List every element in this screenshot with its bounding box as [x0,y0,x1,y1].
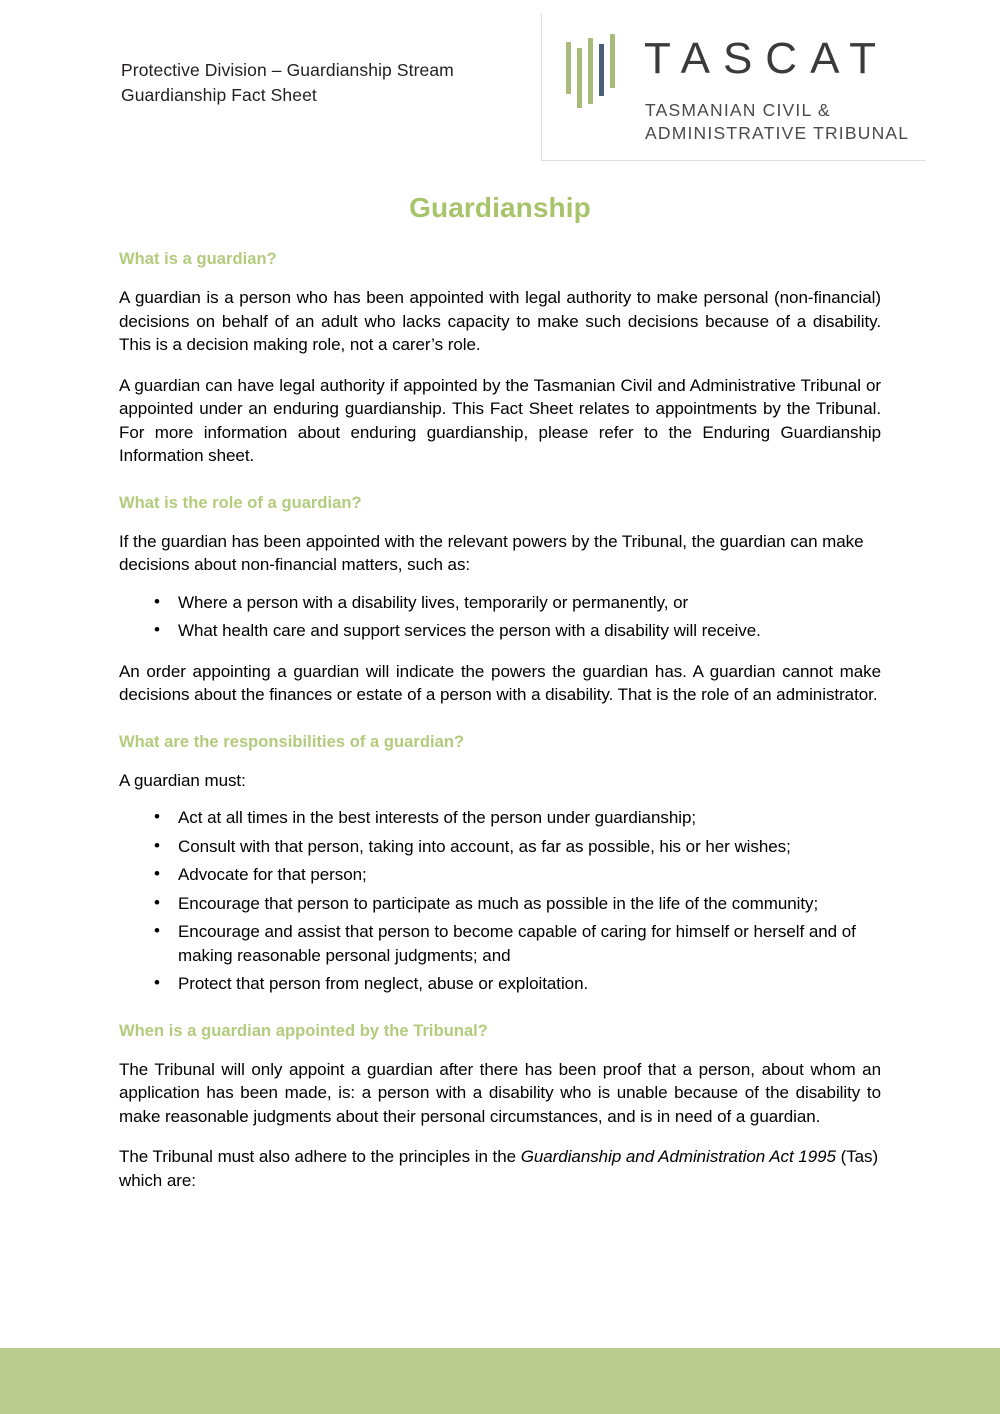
bullet-list-role [119,591,881,643]
page-title: Guardianship [409,192,591,223]
section-heading-when-appointed: When is a guardian appointed by the Tribunal? [119,1021,488,1040]
paragraph: A guardian is a person who has been appointed with legal authority to make personal (non-financial) decisions on behalf of an adult who lacks capacity to make such decisions because of a disability. This is a decision making role, not a carer’s role. [119,288,881,354]
header-title-block [121,58,454,108]
tascat-subtitle [645,99,909,145]
tascat-logo-box [541,14,926,161]
paragraph: If the guardian has been appointed with the relevant powers by the Tribunal, the guardian can make decisions about non-financial matters, such as: [119,531,864,574]
list-item: • Where a person with a disability lives, temporarily or permanently, or [119,591,881,615]
paragraph: An order appointing a guardian will indicate the powers the guardian has. A guardian cannot make decisions about the finances or estate of a person with a disability. That is the role of an administrator. [119,661,881,704]
page-header [0,0,1000,170]
paragraph: A guardian must: [119,770,246,790]
tascat-wordmark: TASCAT [644,34,890,83]
paragraph: The Tribunal will only appoint a guardian after there has been proof that a person, about whom an application has been made, is: a person with a disability who is unable because of the disability to make reasonable judgments about their personal circumstances, and is in need of a guardian. [119,1059,881,1126]
list-item: • Encourage that person to participate as much as possible in the life of the community; [119,892,881,916]
list-item: • Act at all times in the best interests of the person under guardianship; [119,806,881,830]
header-line-1: Protective Division – Guardianship Stream [121,60,454,80]
tascat-subtitle-line-2: ADMINISTRATIVE TRIBUNAL [645,123,910,143]
section-heading-what-is-a-guardian: What is a guardian? [119,250,277,268]
bullet-list-responsibilities [119,806,881,996]
list-item: • Consult with that person, taking into account, as far as possible, his or her wishes; [119,835,881,859]
list-item: • Advocate for that person; [119,863,881,887]
section-heading-responsibilities: What are the responsibilities of a guardian? [119,732,465,751]
closing-suffix: (Tas) which are: [119,1147,879,1190]
tascat-subtitle-line-1: TASMANIAN CIVIL & [645,100,831,120]
list-item: • What health care and support services the person with a disability will receive. [119,619,881,643]
header-line-2: Guardianship Fact Sheet [121,85,317,105]
document-body [0,170,1000,1192]
act-citation: Guardianship and Administration Act 1995 [520,1147,836,1166]
tascat-logo [566,32,916,152]
footer-band [0,1348,1000,1414]
section-heading-role-of-a-guardian: What is the role of a guardian? [119,493,362,512]
paragraph-closing [119,1145,881,1192]
tascat-bars-icon [566,34,632,106]
closing-prefix: The Tribunal must also adhere to the principles in the [119,1147,521,1166]
list-item: • Protect that person from neglect, abuse or exploitation. [119,972,881,996]
paragraph: A guardian can have legal authority if appointed by the Tasmanian Civil and Administrative Tribunal or appointed under an enduring guardianship. This Fact Sheet relates to appointments by the Tribunal. For more information about enduring guardianship, please refer to the Enduring Guardianship Information sheet. [119,375,881,465]
list-item: • Encourage and assist that person to become capable of caring for himself or herself and of making reasonable personal judgments; and [119,920,881,967]
